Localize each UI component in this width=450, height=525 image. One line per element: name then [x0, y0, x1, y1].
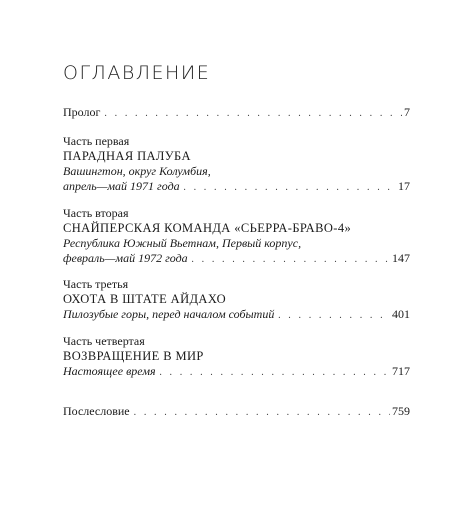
dot-leader	[278, 309, 390, 323]
page-number: 147	[392, 251, 410, 265]
part-subtitle: февраль—май 1972 года	[63, 251, 188, 265]
part-subtitle: апрель—май 1971 года	[63, 179, 180, 193]
part-title[interactable]: ОХОТА В ШТАТЕ АЙДАХО	[63, 292, 227, 306]
part-label: Часть третья	[63, 277, 129, 291]
page-number: 7	[404, 105, 410, 119]
dot-leader	[104, 107, 402, 121]
part-subtitle: Пилозубые горы, перед началом событий	[63, 307, 275, 321]
part-label: Часть четвертая	[63, 334, 145, 348]
part-title[interactable]: ВОЗВРАЩЕНИЕ В МИР	[63, 349, 204, 363]
part-label: Часть вторая	[63, 206, 129, 220]
toc-entry-part-3[interactable]	[63, 307, 410, 323]
dot-leader	[192, 253, 390, 267]
part-subtitle: Настоящее время	[63, 364, 156, 378]
page-title: ОГЛАВЛЕНИЕ	[63, 62, 211, 84]
part-subtitle: Республика Южный Вьетнам, Первый корпус,	[63, 236, 302, 250]
dot-leader	[184, 181, 396, 195]
page-number: 717	[392, 364, 410, 378]
toc-entry-part-4[interactable]	[63, 364, 410, 380]
page-number: 17	[398, 179, 410, 193]
page-number: 401	[392, 307, 410, 321]
part-title[interactable]: ПАРАДНАЯ ПАЛУБА	[63, 149, 191, 163]
toc-entry-afterword[interactable]	[63, 404, 410, 420]
dot-leader	[160, 366, 390, 380]
entry-label: Пролог	[63, 105, 101, 119]
part-title[interactable]: СНАЙПЕРСКАЯ КОМАНДА «СЬЕРРА-БРАВО-4»	[63, 221, 352, 235]
toc-entry-part-2[interactable]	[63, 251, 410, 267]
page-number: 759	[392, 404, 410, 418]
toc-entry-prologue[interactable]	[63, 105, 410, 121]
toc-entry-part-1[interactable]	[63, 179, 410, 195]
part-subtitle: Вашингтон, округ Колумбия,	[63, 164, 211, 178]
entry-label: Послесловие	[63, 404, 130, 418]
part-label: Часть первая	[63, 134, 130, 148]
dot-leader	[134, 406, 390, 420]
